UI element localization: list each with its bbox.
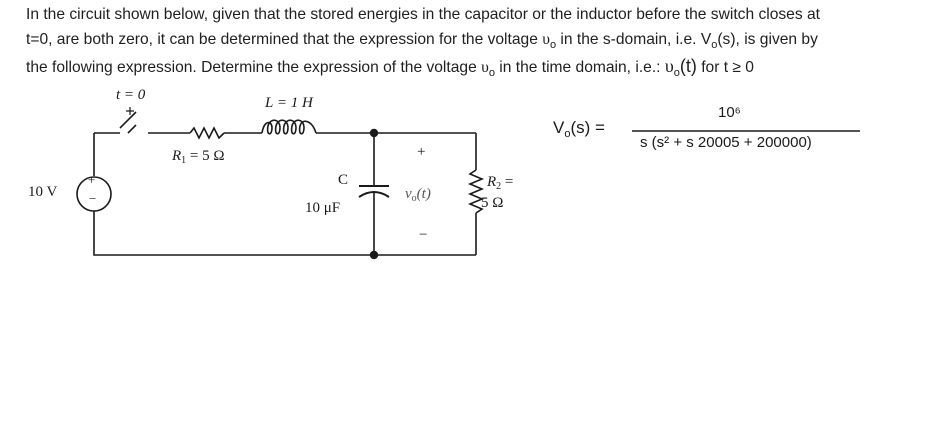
question-line-1: In the circuit shown below, given that the stored energies in the capacitor or the inductor before the switch closes at <box>26 6 820 23</box>
vo-plus: + <box>417 144 426 160</box>
inductor-l <box>262 120 316 134</box>
r2-value: 5 Ω <box>481 195 504 211</box>
switch-label: t = 0 <box>116 87 146 103</box>
resistor-r1 <box>190 128 224 138</box>
switch-blade <box>120 112 136 128</box>
r2-label: $R_2$ = <box>487 174 514 192</box>
switch-arm <box>128 125 136 133</box>
source-label: 10 V <box>28 184 58 200</box>
equation-lhs: $V_o(s)$ = <box>553 118 605 140</box>
cap-value: 10 μF <box>305 200 341 216</box>
switch-cross <box>126 107 134 115</box>
vo-minus: − <box>419 227 428 243</box>
r1-label: $R_1 = 5$ Ω <box>172 148 225 166</box>
node-bottom <box>370 251 378 259</box>
cap-label: C <box>338 172 349 188</box>
source-minus: − <box>89 191 97 206</box>
inductor-label: L = 1 H <box>265 95 313 111</box>
question-line-2: t=0, are both zero, it can be determined that the expression for the voltage $\upsilon_o$ in the s-domain, i.e. $V_o(s)$, is given by <box>26 31 818 51</box>
equation-numerator: 10⁶ <box>718 104 741 121</box>
node-top <box>370 129 378 137</box>
question-line-3: the following expression. Determine the expression of the voltage $\upsilon_o$ in the time domain, i.e.: $\upsilon_o(t)$ for t ≥ 0 <box>26 56 754 79</box>
vo-label: $v_o(t)$ <box>405 186 431 204</box>
source-plus: + <box>88 172 96 187</box>
equation-equals: = <box>595 118 605 137</box>
equation-denominator: s (s² + s 20005 + 200000) <box>640 134 812 151</box>
